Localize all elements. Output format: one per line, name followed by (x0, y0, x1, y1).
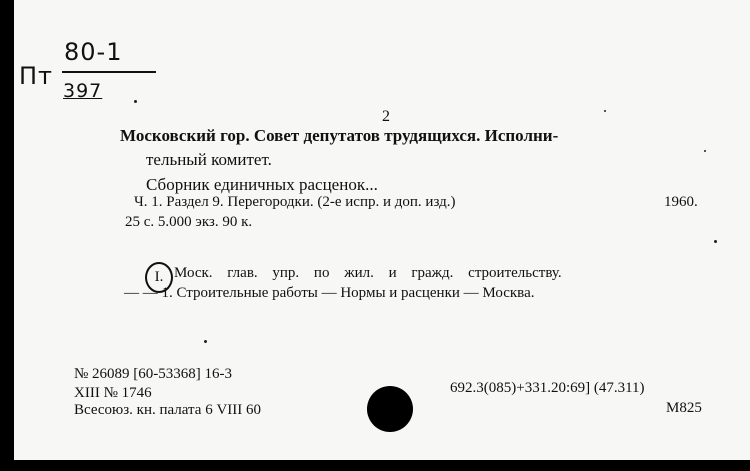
card-number: 2 (382, 108, 390, 125)
handwritten-call-number-bottom: 397 (63, 80, 103, 102)
part-and-edition: Ч. 1. Раздел 9. Перегородки. (2-е испр. и доп. изд.) (134, 194, 456, 210)
handwritten-call-prefix: Пт (19, 62, 54, 90)
publication-year: 1960. (664, 194, 698, 210)
subject-number-circle: I. (145, 262, 173, 293)
corporate-heading-continuation: тельный комитет. (146, 150, 272, 169)
speck (134, 100, 137, 103)
card-punch-hole (367, 386, 413, 432)
cutter-number: М825 (666, 400, 702, 416)
speck (604, 110, 606, 112)
book-title: Сборник единичных расценок... (146, 175, 378, 194)
registration-number: № 26089 [60-53368] 16-3 (74, 366, 233, 382)
series-number: XIII № 1746 (74, 385, 152, 401)
speck (714, 240, 717, 243)
corporate-heading: Московский гор. Совет депутатов трудящихся. Исполни- (120, 126, 559, 145)
handwritten-underline (62, 71, 156, 73)
physical-description: 25 с. 5.000 экз. 90 к. (125, 214, 253, 230)
classification-index: 692.3(085)+331.20:69] (47.311) (450, 380, 645, 396)
handwritten-call-number-top: 80-1 (64, 38, 123, 66)
subject-heading-1: Моск. глав. упр. по жил. и гражд. строительству. (174, 265, 562, 281)
speck (704, 150, 706, 152)
speck (204, 340, 207, 343)
publisher-chamber: Всесоюз. кн. палата 6 VIII 60 (74, 402, 262, 418)
subject-heading-2: — — 1. Строительные работы — Нормы и расценки — Москва. (124, 285, 535, 301)
catalog-card (14, 0, 750, 460)
